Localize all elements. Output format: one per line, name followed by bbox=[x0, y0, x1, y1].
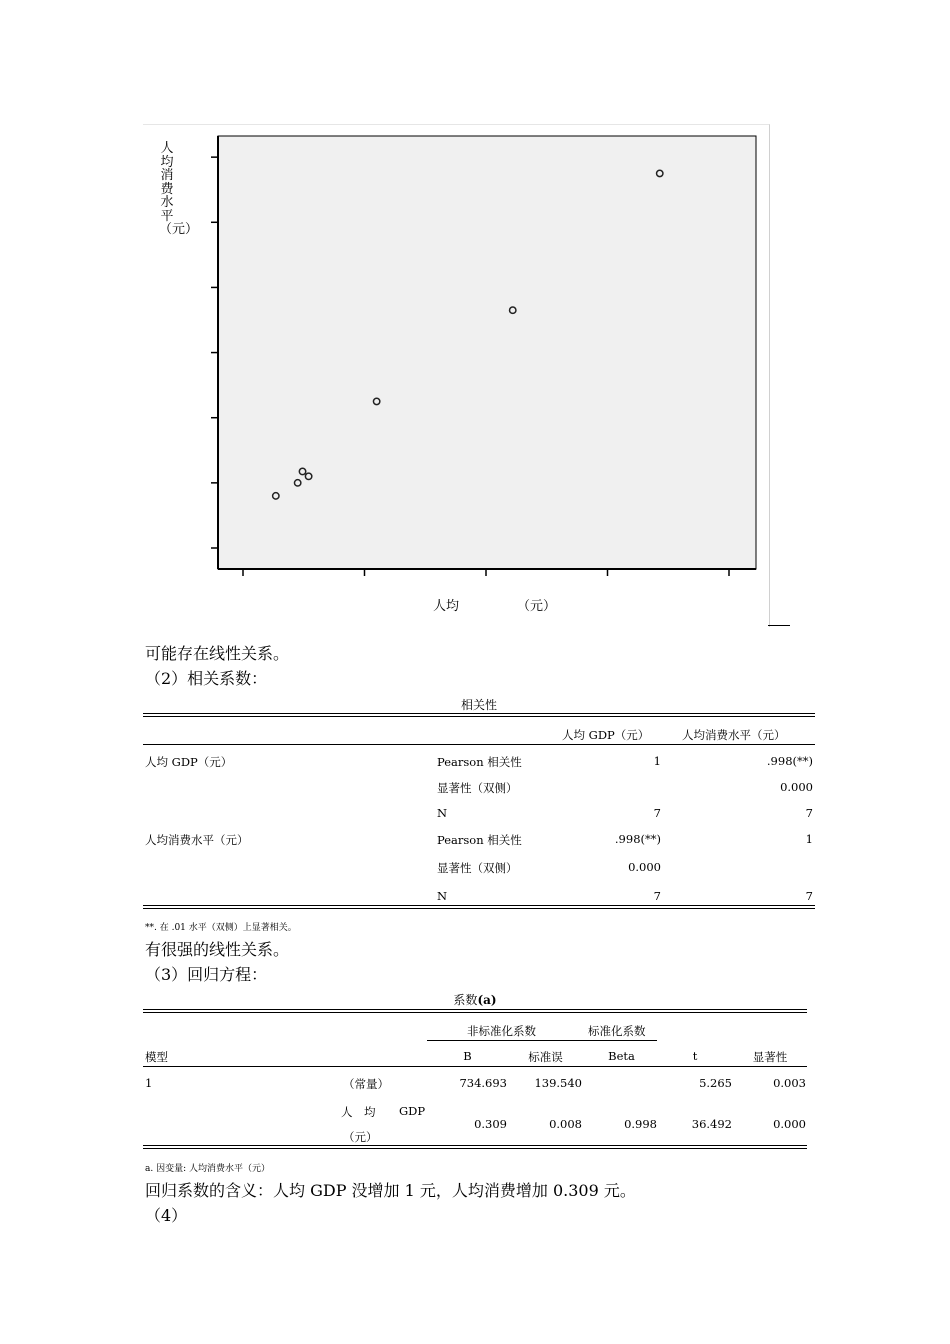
corr-cell: .998(**) bbox=[614, 832, 661, 846]
corr-stat-sig: 显著性（双侧） bbox=[437, 861, 518, 875]
coef-row-gdp-label: 人 均 bbox=[341, 1105, 376, 1119]
corr-stat-n: N bbox=[437, 889, 448, 903]
corr-cell: 7 bbox=[653, 889, 661, 903]
corr-cell: 1 bbox=[653, 754, 661, 768]
corr-header-gdp: 人均 GDP（元） bbox=[562, 728, 650, 742]
coef-bottom-rule-2 bbox=[143, 1148, 807, 1149]
coef-cell: 5.265 bbox=[699, 1076, 732, 1090]
corr-stat-n: N bbox=[437, 806, 448, 820]
corr-top-rule bbox=[143, 713, 815, 714]
corr-stat-pearson: Pearson 相关性 bbox=[437, 755, 522, 769]
coef-cell: 139.540 bbox=[534, 1076, 582, 1090]
corr-row-consumption-label: 人均消费水平（元） bbox=[145, 833, 249, 847]
coef-table-title bbox=[143, 991, 807, 1008]
corr-row-gdp-label: 人均 GDP（元） bbox=[145, 755, 233, 769]
corr-cell: .998(**) bbox=[766, 754, 813, 768]
coef-group-unstandardized: 非标准化系数 bbox=[467, 1024, 536, 1038]
corr-cell: 0.000 bbox=[628, 860, 661, 874]
scatter-point bbox=[273, 493, 279, 499]
x-axis-label: 人均 bbox=[433, 599, 460, 614]
coef-cell: 36.492 bbox=[691, 1117, 732, 1131]
coef-footnote: a. 因变量: 人均消费水平（元） bbox=[145, 1164, 270, 1174]
coef-title-suffix: (a) bbox=[477, 993, 497, 1007]
coef-top-rule-2 bbox=[143, 1012, 807, 1013]
corr-header-consumption: 人均消费水平（元） bbox=[682, 728, 786, 742]
scatter-point bbox=[657, 170, 663, 176]
coef-bottom-rule bbox=[143, 1145, 807, 1146]
coef-group-rule bbox=[427, 1040, 582, 1041]
corr-header-rule bbox=[143, 744, 815, 745]
coef-header-b: B bbox=[463, 1049, 472, 1063]
scatter-point bbox=[294, 480, 300, 486]
corr-top-rule-2 bbox=[143, 716, 815, 717]
x-axis-unit: （元） bbox=[517, 599, 557, 614]
corr-stat-pearson: Pearson 相关性 bbox=[437, 833, 522, 847]
section-correlation: （2）相关系数： bbox=[145, 669, 268, 688]
corr-cell: 1 bbox=[805, 832, 813, 846]
section-regression: （3）回归方程： bbox=[145, 965, 268, 984]
coef-group-standardized: 标准化系数 bbox=[588, 1024, 646, 1038]
text-coefficient-meaning: 回归系数的含义：人均 GDP 没增加 1 元，人均消费增加 0.309 元。 bbox=[145, 1181, 636, 1200]
coef-cell: 734.693 bbox=[459, 1076, 507, 1090]
corr-table-title: 相关性 bbox=[460, 698, 497, 712]
coef-header-t: t bbox=[692, 1049, 698, 1063]
corr-cell: 7 bbox=[805, 806, 813, 820]
coef-cell: 0.309 bbox=[474, 1117, 507, 1131]
corr-bottom-rule bbox=[143, 905, 815, 906]
coef-cell: 0.008 bbox=[549, 1117, 582, 1131]
coef-header-rule bbox=[143, 1066, 807, 1067]
coef-row-model: 1 bbox=[145, 1076, 153, 1090]
y-axis-label: 人均消费水平（元） bbox=[159, 141, 199, 237]
scatter-point bbox=[510, 307, 516, 313]
coef-row-constant: （常量） bbox=[343, 1077, 389, 1091]
corr-footnote: **. 在 .01 水平（双侧）上显著相关。 bbox=[145, 923, 297, 933]
corr-cell: 0.000 bbox=[780, 780, 813, 794]
coef-cell: 0.000 bbox=[773, 1117, 806, 1131]
coef-title-text: 系数 bbox=[453, 993, 478, 1007]
text-strong-linear: 有很强的线性关系。 bbox=[145, 940, 290, 959]
coef-top-rule bbox=[143, 1009, 807, 1010]
coef-header-sig: 显著性 bbox=[752, 1050, 788, 1064]
coef-group-rule-2 bbox=[582, 1040, 657, 1041]
scatter-point bbox=[373, 398, 379, 404]
scatter-chart bbox=[0, 0, 950, 640]
coef-row-gdp-unit: （元） bbox=[343, 1130, 378, 1144]
scatter-point bbox=[299, 468, 305, 474]
coef-header-beta: Beta bbox=[608, 1049, 635, 1063]
corr-stat-sig: 显著性（双侧） bbox=[437, 781, 518, 795]
coef-row-gdp-label-2: GDP bbox=[399, 1104, 426, 1118]
corr-cell: 7 bbox=[653, 806, 661, 820]
corr-cell: 7 bbox=[805, 889, 813, 903]
coef-cell: 0.998 bbox=[624, 1117, 657, 1131]
section-4: （4） bbox=[145, 1206, 188, 1225]
plot-area bbox=[218, 136, 756, 569]
coef-header-model: 模型 bbox=[145, 1050, 168, 1064]
text-linear-possible: 可能存在线性关系。 bbox=[145, 644, 290, 663]
coef-cell: 0.003 bbox=[773, 1076, 806, 1090]
scatter-point bbox=[305, 473, 311, 479]
coef-header-se: 标准误 bbox=[528, 1050, 563, 1064]
corr-bottom-rule-2 bbox=[143, 908, 815, 909]
